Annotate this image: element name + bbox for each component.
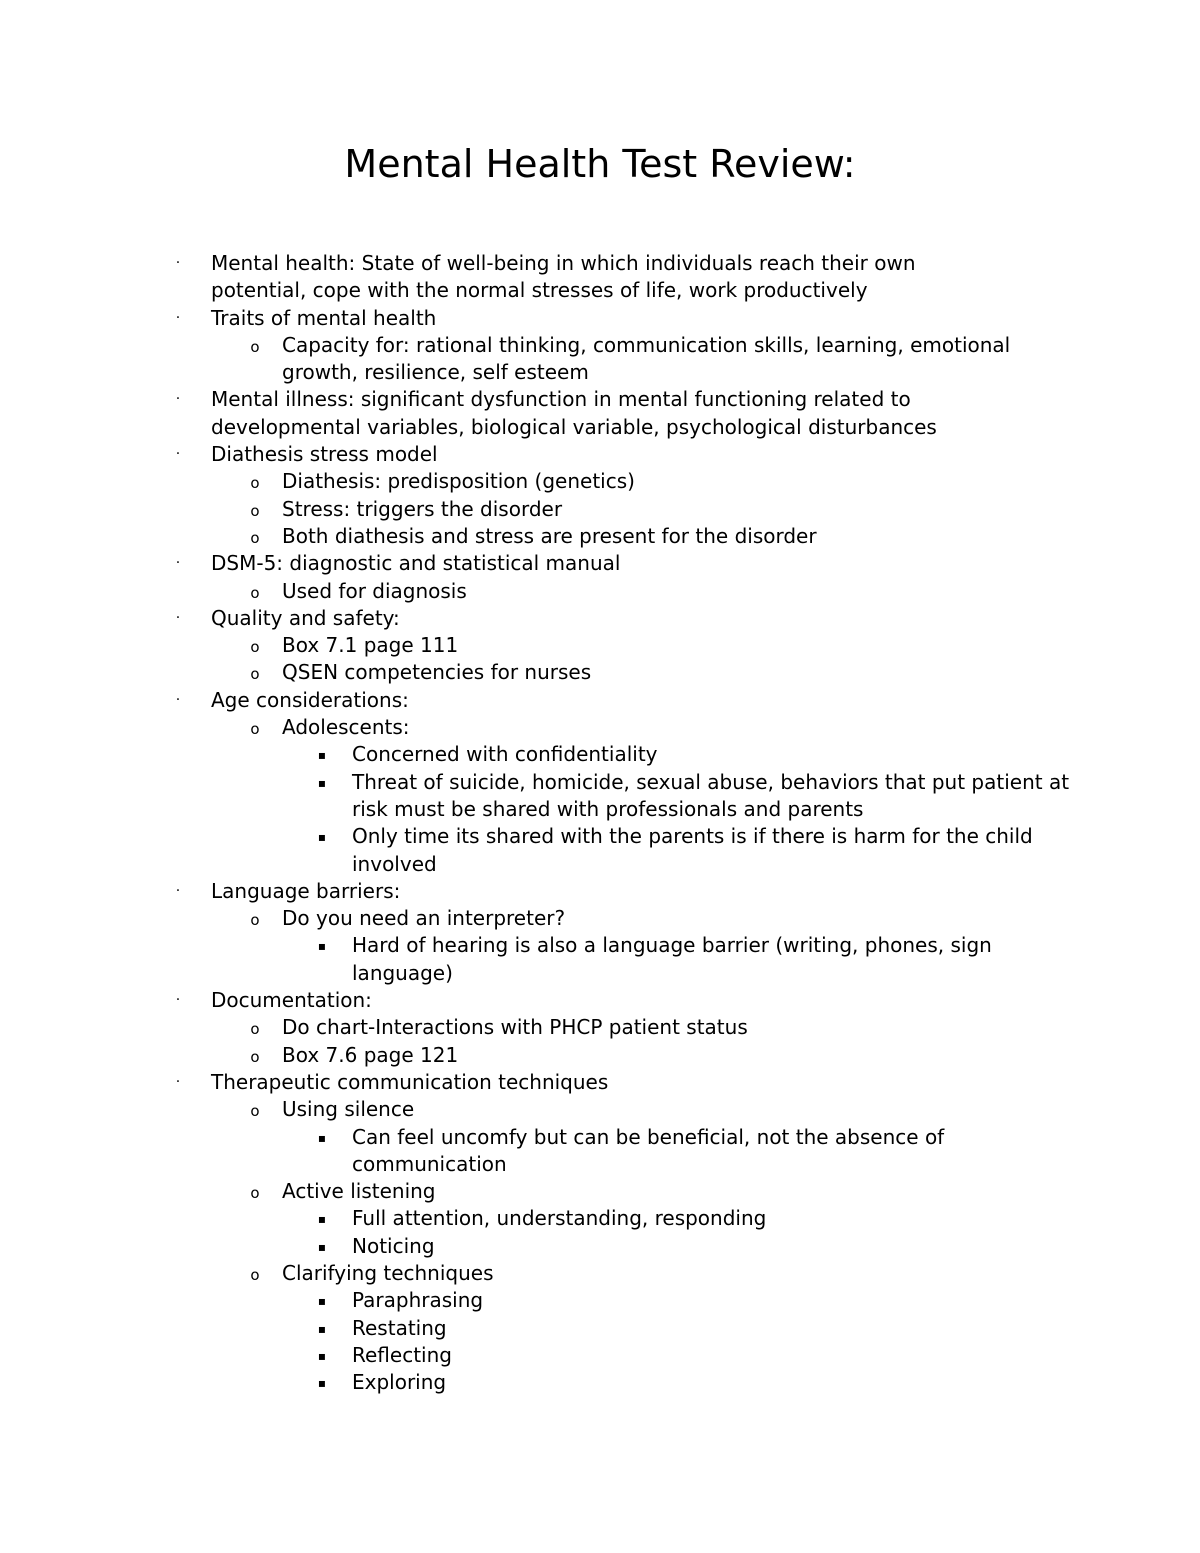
list-item-text: Mental health: State of well-being in which individuals reach their own potential, cope with the normal stresses of life, work productively [211, 251, 916, 303]
list-item-level-3 [0, 932, 1072, 987]
list-item-level-1 [0, 687, 1011, 714]
list-item-text: Therapeutic communication techniques [211, 1069, 609, 1094]
bullet-level-1-icon: · [175, 1073, 181, 1090]
bullet-level-3-icon: ▪ [317, 775, 327, 790]
bullet-level-3-icon: ▪ [317, 748, 327, 763]
list-item-level-2 [0, 714, 1042, 741]
list-item-text: Paraphrasing [352, 1288, 484, 1313]
bullet-level-3-icon: ▪ [317, 939, 327, 954]
list-item-text: Exploring [352, 1370, 447, 1395]
list-item-text: Mental illness: significant dysfunction in mental functioning related to developmental variables, biological variable, psychological disturbances [211, 387, 937, 439]
list-item-text: Reflecting [352, 1342, 452, 1367]
list-item-text: Box 7.6 page 121 [282, 1042, 459, 1067]
bullet-level-2-icon: o [250, 1184, 260, 1203]
bullet-level-3-icon: ▪ [317, 1348, 327, 1363]
bullet-level-3-icon: ▪ [317, 1239, 327, 1254]
list-item-level-3 [0, 1369, 1072, 1396]
list-item-text: Do you need an interpreter? [282, 906, 566, 931]
list-item-level-1 [0, 1069, 1011, 1096]
list-item-text: Concerned with confidentiality [352, 742, 658, 767]
bullet-level-2-icon: o [250, 665, 260, 684]
list-item-level-1 [0, 878, 1011, 905]
list-item-text: Can feel uncomfy but can be beneficial, not the absence of communication [352, 1124, 945, 1176]
bullet-level-2-icon: o [250, 337, 260, 356]
list-item-level-1 [0, 250, 1011, 305]
bullet-level-1-icon: · [175, 446, 181, 463]
list-item-level-1 [0, 605, 1011, 632]
list-item-text: Diathesis stress model [211, 442, 438, 467]
bullet-level-2-icon: o [250, 1102, 260, 1121]
list-item-text: Threat of suicide, homicide, sexual abuse, behaviors that put patient at risk must be shared with professionals and parents [352, 769, 1070, 821]
list-item-text: QSEN competencies for nurses [282, 660, 592, 685]
list-item-text: Capacity for: rational thinking, communication skills, learning, emotional growth, resilience, self esteem [282, 332, 1011, 385]
list-item-level-3 [0, 1287, 1072, 1314]
list-item-text: Box 7.1 page 111 [282, 633, 459, 658]
bullet-level-2-icon: o [250, 1047, 260, 1066]
page-title: Mental Health Test Review: [344, 142, 856, 186]
list-item-level-2 [0, 905, 1042, 932]
bullet-level-2-icon: o [250, 911, 260, 930]
list-item-level-3 [0, 1233, 1072, 1260]
list-item-text: Used for diagnosis [282, 578, 467, 603]
list-item-text: Restating [352, 1315, 447, 1340]
list-item-level-3 [0, 741, 1072, 768]
bullet-level-3-icon: ▪ [317, 1212, 327, 1227]
list-item-text: Documentation: [211, 988, 372, 1013]
list-item-level-1 [0, 305, 1011, 332]
list-item-text: Diathesis: predisposition (genetics) [282, 469, 635, 494]
list-item-level-2 [0, 468, 1042, 495]
list-item-text: Hard of hearing is also a language barrier (writing, phones, sign language) [352, 933, 992, 985]
bullet-level-3-icon: ▪ [317, 1376, 327, 1391]
list-item-level-3 [0, 769, 1072, 824]
list-item-text: Both diathesis and stress are present for the disorder [282, 523, 817, 548]
list-item-level-2 [0, 1178, 1042, 1205]
list-item-level-1 [0, 550, 1011, 577]
bullet-level-1-icon: · [175, 609, 181, 626]
list-item-level-2 [0, 332, 1042, 387]
outline-list [0, 250, 1200, 1396]
list-item-level-2 [0, 632, 1042, 659]
list-item-text: Full attention, understanding, responding [352, 1206, 767, 1231]
bullet-level-3-icon: ▪ [317, 830, 327, 845]
bullet-level-2-icon: o [250, 528, 260, 547]
bullet-level-1-icon: · [175, 992, 181, 1009]
list-item-level-2 [0, 578, 1042, 605]
bullet-level-2-icon: o [250, 501, 260, 520]
list-item-level-3 [0, 1342, 1072, 1369]
list-item-level-2 [0, 659, 1042, 686]
bullet-level-3-icon: ▪ [317, 1130, 327, 1145]
list-item-text: Traits of mental health [211, 305, 437, 330]
list-item-text: Adolescents: [282, 715, 410, 740]
bullet-level-3-icon: ▪ [317, 1294, 327, 1309]
bullet-level-2-icon: o [250, 474, 260, 493]
bullet-level-1-icon: · [175, 255, 181, 271]
list-item-text: Only time its shared with the parents is if there is harm for the child involved [352, 824, 1033, 876]
list-item-level-3 [0, 1205, 1072, 1232]
bullet-level-1-icon: · [175, 691, 181, 708]
bullet-level-1-icon: · [175, 555, 181, 572]
list-item-level-3 [0, 823, 1072, 878]
list-item-text: Stress: triggers the disorder [282, 496, 563, 521]
list-item-text: Using silence [282, 1097, 415, 1122]
list-item-text: Clarifying techniques [282, 1260, 494, 1285]
bullet-level-3-icon: ▪ [317, 1321, 327, 1336]
list-item-level-1 [0, 987, 1011, 1014]
list-item-text: DSM-5: diagnostic and statistical manual [211, 551, 621, 576]
bullet-level-2-icon: o [250, 638, 260, 657]
list-item-level-2 [0, 496, 1042, 523]
list-item-text: Age considerations: [211, 687, 409, 712]
list-item-text: Active listening [282, 1179, 436, 1204]
list-item-level-2 [0, 1042, 1042, 1069]
list-item-level-2 [0, 1260, 1042, 1287]
bullet-level-1-icon: · [175, 882, 181, 899]
list-item-level-2 [0, 1096, 1042, 1123]
list-item-level-3 [0, 1315, 1072, 1342]
list-item-text: Noticing [352, 1233, 435, 1258]
bullet-level-2-icon: o [250, 583, 260, 602]
list-item-text: Quality and safety: [211, 605, 400, 630]
list-item-level-2 [0, 1014, 1042, 1041]
list-item-level-1 [0, 441, 1011, 468]
bullet-level-2-icon: o [250, 1265, 260, 1284]
list-item-level-3 [0, 1124, 1072, 1179]
list-item-level-2 [0, 523, 1042, 550]
bullet-level-1-icon: · [175, 391, 181, 408]
list-item-text: Do chart-Interactions with PHCP patient status [282, 1015, 748, 1040]
bullet-level-2-icon: o [250, 720, 260, 739]
bullet-level-1-icon: · [175, 309, 181, 326]
list-item-level-1 [0, 386, 1011, 441]
bullet-level-2-icon: o [250, 1020, 260, 1039]
list-item-text: Language barriers: [211, 878, 401, 903]
